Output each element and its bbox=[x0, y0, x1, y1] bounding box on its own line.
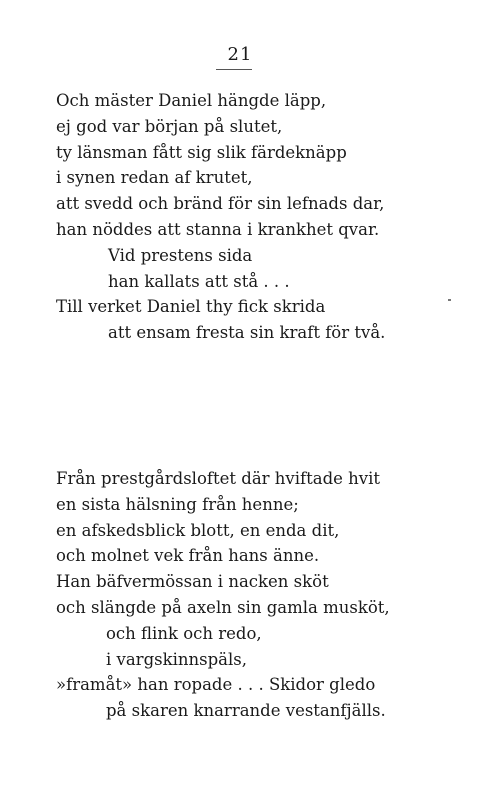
poem-line-indented: i vargskinnspäls, bbox=[106, 649, 247, 669]
poem-line: »framåt» han ropade . . . Skidor gledo bbox=[56, 675, 376, 695]
poem-line: ej god var början på slutet, bbox=[56, 116, 283, 136]
poem-line: i synen redan af krutet, bbox=[56, 168, 253, 188]
poem-line: en sista hälsning från henne; bbox=[56, 494, 299, 514]
poem-line-indented: på skaren knarrande vestanfjälls. bbox=[106, 701, 386, 721]
poem-line: att svedd och bränd för sin lefnads dar, bbox=[56, 194, 385, 214]
poem-line-indented: han kallats att stå . . . bbox=[108, 271, 290, 291]
stanza-2 bbox=[56, 466, 456, 724]
poem-line: Och mäster Daniel hängde läpp, bbox=[56, 91, 327, 110]
print-speck bbox=[448, 299, 451, 301]
page-number: 21 bbox=[227, 44, 253, 65]
poem-line: ty länsman fått sig slik färdeknäpp bbox=[56, 142, 347, 162]
poem-line-indented: att ensam fresta sin kraft för två. bbox=[108, 323, 386, 343]
page-number-rule bbox=[216, 69, 252, 70]
poem-line: Från prestgårdsloftet där hviftade hvit bbox=[56, 469, 381, 488]
poem-line: han nöddes att stanna i krankhet qvar. bbox=[56, 219, 380, 239]
poem-line: en afskedsblick blott, en enda dit, bbox=[56, 520, 340, 540]
poem-line: och molnet vek från hans änne. bbox=[56, 546, 320, 566]
poem-line-indented: Vid prestens sida bbox=[108, 245, 253, 265]
poem-line-indented: och flink och redo, bbox=[106, 623, 262, 643]
poem-line: Till verket Daniel thy fick skrida bbox=[56, 297, 326, 317]
stanza-1 bbox=[56, 88, 456, 346]
poem-line: Han bäfvermössan i nacken sköt bbox=[56, 572, 329, 592]
poem-line: och slängde på axeln sin gamla musköt, bbox=[56, 597, 390, 617]
